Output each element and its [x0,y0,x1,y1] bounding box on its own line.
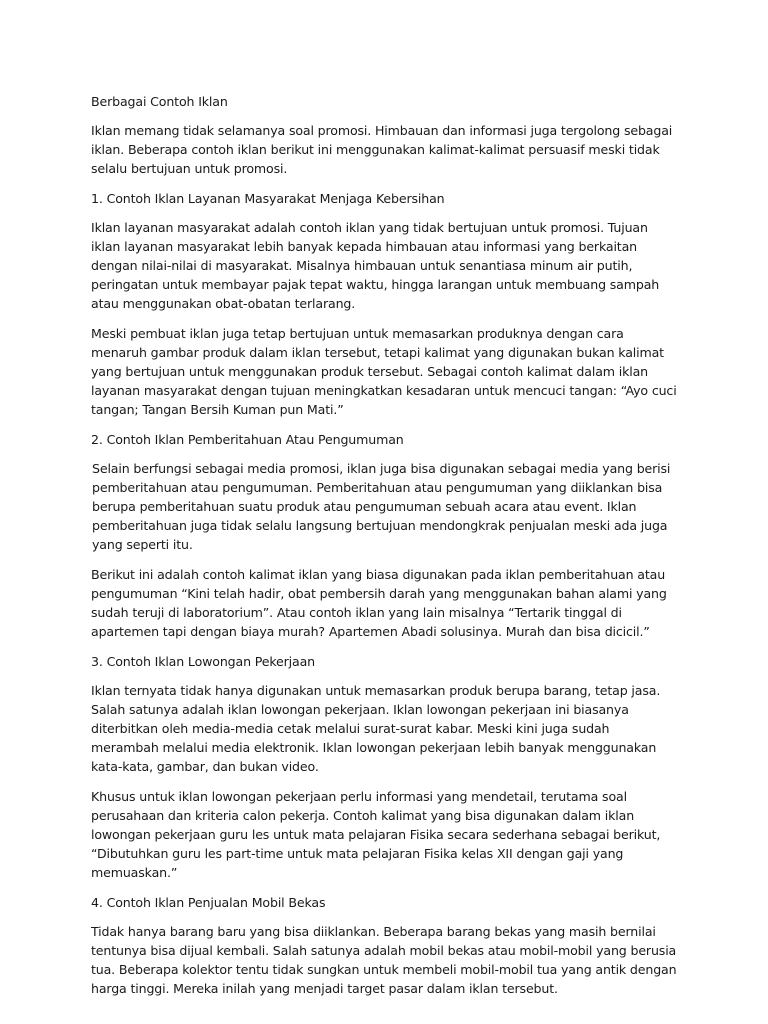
section-4-heading: 4. Contoh Iklan Penjualan Mobil Bekas [91,895,326,910]
section-1-paragraph-2: Meski pembuat iklan juga tetap bertujuan untuk memasarkan produknya dengan cara menaruh gambar produk dalam iklan tersebut, tetapi kalimat yang digunakan bukan kalimat yang bertujuan untuk menggunakan produk tersebut. Sebagai contoh kalimat dalam iklan layanan masyarakat dengan tujuan meningkatkan kesadaran untuk mencuci tangan: “Ayo cuci tangan; Tangan Bersih Kuman pun Mati.” [91,326,677,417]
section-2-heading: 2. Contoh Iklan Pemberitahuan Atau Pengumuman [91,432,404,447]
section-1-paragraph-1: Iklan layanan masyarakat adalah contoh iklan yang tidak bertujuan untuk promosi. Tujuan iklan layanan masyarakat lebih banyak kepada himbauan atau informasi yang berkaitan dengan nilai-nilai di masyarakat. Misalnya himbauan untuk senantiasa minum air putih, peringatan untuk membayar pajak tepat waktu, hingga larangan untuk membuang sampah atau menggunakan obat-obatan terlarang. [91,220,660,311]
document-title: Berbagai Contoh Iklan [91,94,228,109]
section-1-heading: 1. Contoh Iklan Layanan Masyarakat Menjaga Kebersihan [91,191,445,206]
section-4-paragraph-1: Tidak hanya barang baru yang bisa diiklankan. Beberapa barang bekas yang masih bernilai tentunya bisa dijual kembali. Salah satunya adalah mobil bekas atau mobil-mobil yang berusia tua. Beberapa kolektor tentu tidak sungkan untuk membeli mobil-mobil tua yang antik dengan harga tinggi. Mereka inilah yang menjadi target pasar dalam iklan tersebut. [91,924,677,996]
section-3-heading: 3. Contoh Iklan Lowongan Pekerjaan [91,654,315,669]
section-2-paragraph-1: Selain berfungsi sebagai media promosi, iklan juga bisa digunakan sebagai media yang berisi pemberitahuan atau pengumuman. Pemberitahuan atau pengumuman yang diiklankan bisa berupa pemberitahuan suatu produk atau pengumuman sebuah acara atau event. Iklan pemberitahuan juga tidak selalu langsung bertujuan mendongkrak penjualan meski ada juga yang seperti itu. [92,461,671,552]
section-2-paragraph-2: Berikut ini adalah contoh kalimat iklan yang biasa digunakan pada iklan pemberitahuan atau pengumuman “Kini telah hadir, obat pembersih darah yang menggunakan bahan alami yang sudah teruji di laboratorium”. Atau contoh iklan yang lain misalnya “Tertarik tinggal di apartemen tapi dengan biaya murah? Apartemen Abadi solusinya. Murah dan bisa dicicil.” [91,567,667,639]
section-3-paragraph-1: Iklan ternyata tidak hanya digunakan untuk memasarkan produk berupa barang, tetap jasa. Salah satunya adalah iklan lowongan pekerjaan. Iklan lowongan pekerjaan ini biasanya diterbitkan oleh media-media cetak melalui surat-surat kabar. Meski kini juga sudah merambah melalui media elektronik. Iklan lowongan pekerjaan lebih banyak menggunakan kata-kata, gambar, dan bukan video. [91,683,661,774]
document-body [91,92,679,1009]
section-3-paragraph-2: Khusus untuk iklan lowongan pekerjaan perlu informasi yang mendetail, terutama soal perusahaan dan kriteria calon pekerja. Contoh kalimat yang bisa digunakan dalam iklan lowongan pekerjaan guru les untuk mata pelajaran Fisika secara sederhana sebagai berikut, “Dibutuhkan guru les part-time untuk mata pelajaran Fisika kelas XII dengan gaji yang memuaskan.” [91,789,661,880]
intro-paragraph: Iklan memang tidak selamanya soal promosi. Himbauan dan informasi juga tergolong sebagai iklan. Beberapa contoh iklan berikut ini menggunakan kalimat-kalimat persuasif meski tidak selalu bertujuan untuk promosi. [91,123,673,176]
